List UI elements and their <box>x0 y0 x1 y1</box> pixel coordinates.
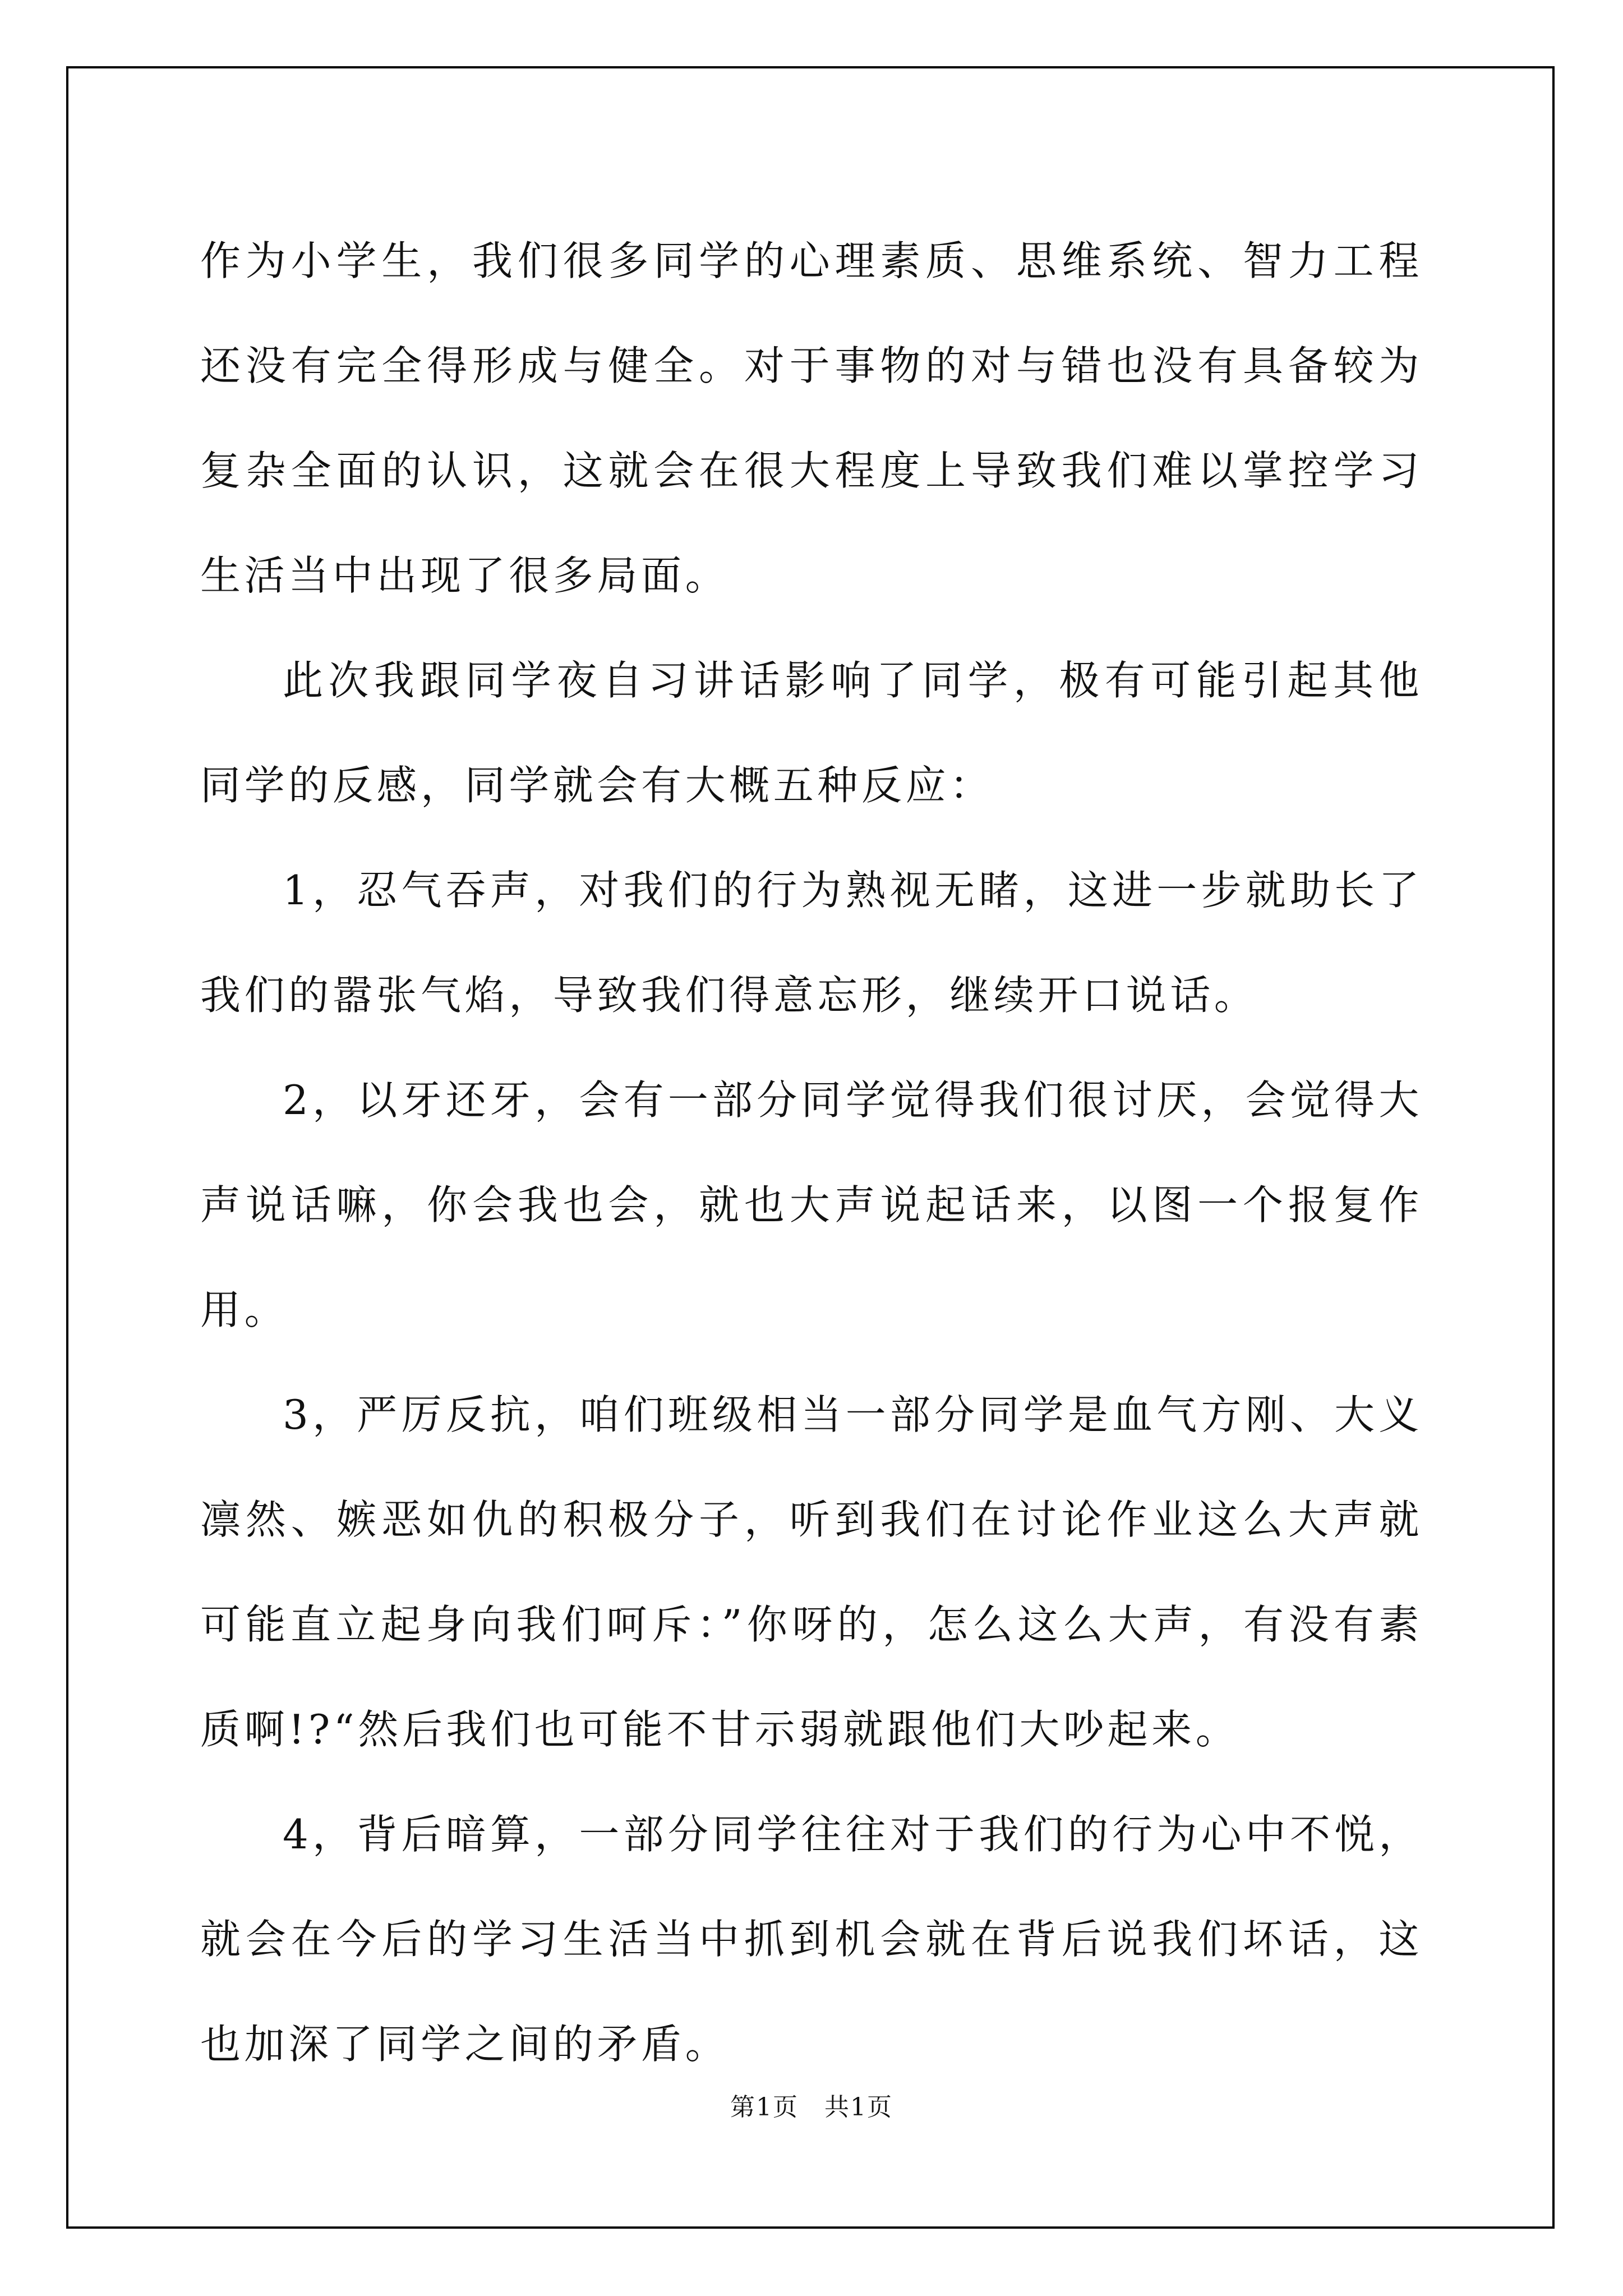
document-body <box>200 209 1423 2097</box>
page-number-footer: 第1页 共1页 <box>730 2093 893 2122</box>
paragraph-6: 4，背后暗算，一部分同学往往对于我们的行为心中不悦，就会在今后的学习生活当中抓到机会就在背后说我们坏话，这也加深了同学之间的矛盾。 <box>200 1811 1423 2068</box>
paragraph-3: 1，忍气吞声，对我们的行为熟视无睹，这进一步就助长了我们的嚣张气焰，导致我们得意忘形，继续开口说话。 <box>200 867 1423 1019</box>
paragraph-2: 此次我跟同学夜自习讲话影响了同学，极有可能引起其他同学的反感，同学就会有大概五种反应： <box>200 657 1423 809</box>
paragraph-4: 2，以牙还牙，会有一部分同学觉得我们很讨厌，会觉得大声说话嘛，你会我也会，就也大声说起话来，以图一个报复作用。 <box>200 1076 1423 1333</box>
paragraph-5: 3，严厉反抗，咱们班级相当一部分同学是血气方刚、大义凛然、嫉恶如仇的积极分子，听到我们在讨论作业这么大声就可能直立起身向我们呵斥：”你呀的，怎么这么大声，有没有素质啊!?“然后我们也可能不甘示弱就跟他们大吵起来。 <box>200 1391 1423 1753</box>
paragraph-1: 作为小学生，我们很多同学的心理素质、思维系统、智力工程还没有完全得形成与健全。对于事物的对与错也没有具备较为复杂全面的认识，这就会在很大程度上导致我们难以掌控学习生活当中出现了很多局面。 <box>200 237 1423 599</box>
